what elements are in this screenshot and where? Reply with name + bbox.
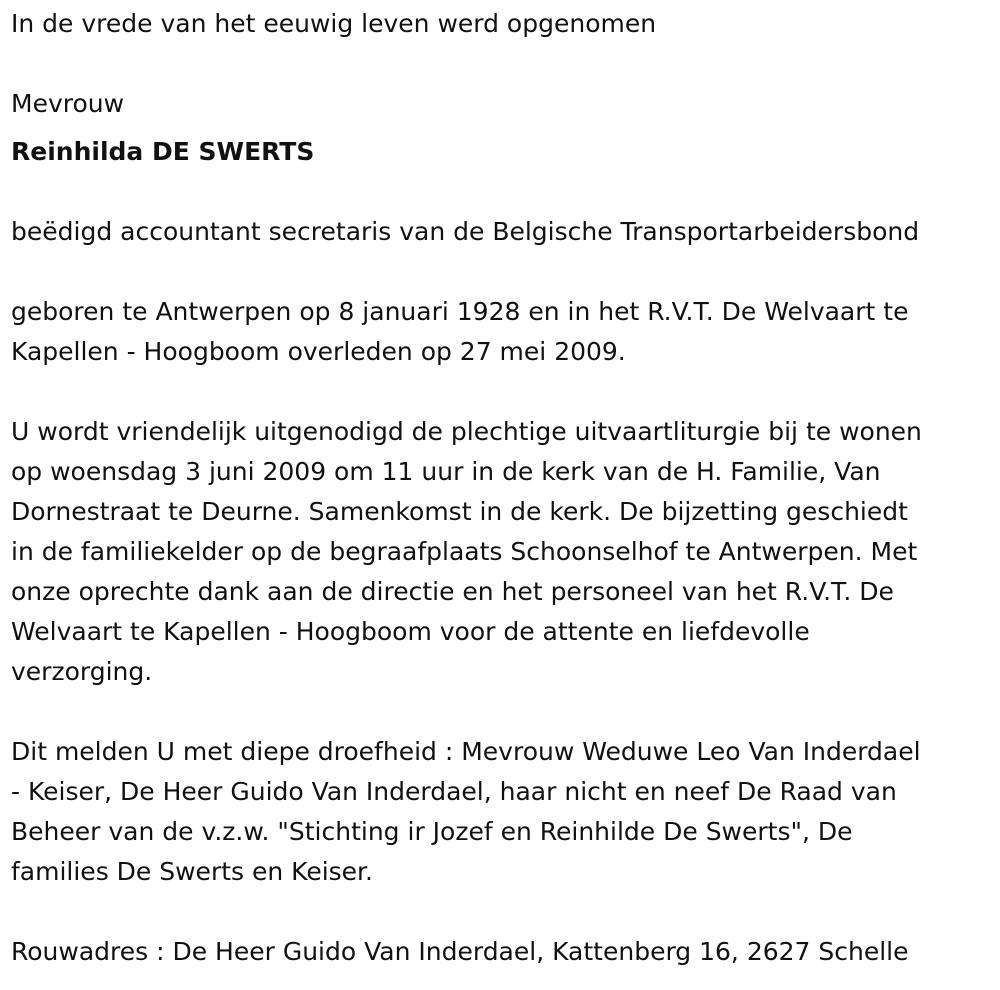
spacer <box>11 372 990 412</box>
deceased-name: Reinhilda DE SWERTS <box>11 137 315 166</box>
intro-line: In de vrede van het eeuwig leven werd opgenomen <box>11 9 657 38</box>
salutation: Mevrouw <box>11 89 125 118</box>
spacer <box>11 892 990 932</box>
spacer <box>11 172 990 212</box>
announcers-paragraph: Dit melden U met diepe droefheid : Mevrouw Weduwe Leo Van Inderdael - Keiser, De Heer Guido Van Inderdael, haar nicht en neef De Raad van Beheer van de v.z.w. "Stichting ir Jozef en Reinhilde De Swerts", De families De Swerts en Keiser. <box>11 737 921 886</box>
occupation: beëdigd accountant secretaris van de Belgische Transportarbeidersbond <box>11 217 920 246</box>
invitation-paragraph: U wordt vriendelijk uitgenodigd de plechtige uitvaartliturgie bij te wonen op woensdag 3 juni 2009 om 11 uur in de kerk van de H. Familie, Van Dornestraat te Deurne. Samenkomst in de kerk. De bijzetting geschiedt in de familiekelder op de begraafplaats Schoonselhof te Antwerpen. Met onze oprechte dank aan de directie en het personeel van het R.V.T. De Welvaart te Kapellen - Hoogboom voor de attente en liefdevolle verzorging. <box>11 417 922 686</box>
spacer <box>11 252 990 292</box>
spacer <box>11 692 990 732</box>
mourning-address: Rouwadres : De Heer Guido Van Inderdael, Kattenberg 16, 2627 Schelle <box>11 937 909 966</box>
birth-death-paragraph: geboren te Antwerpen op 8 januari 1928 en in het R.V.T. De Welvaart te Kapellen - Hoogboom overleden op 27 mei 2009. <box>11 297 909 366</box>
spacer <box>11 44 990 84</box>
